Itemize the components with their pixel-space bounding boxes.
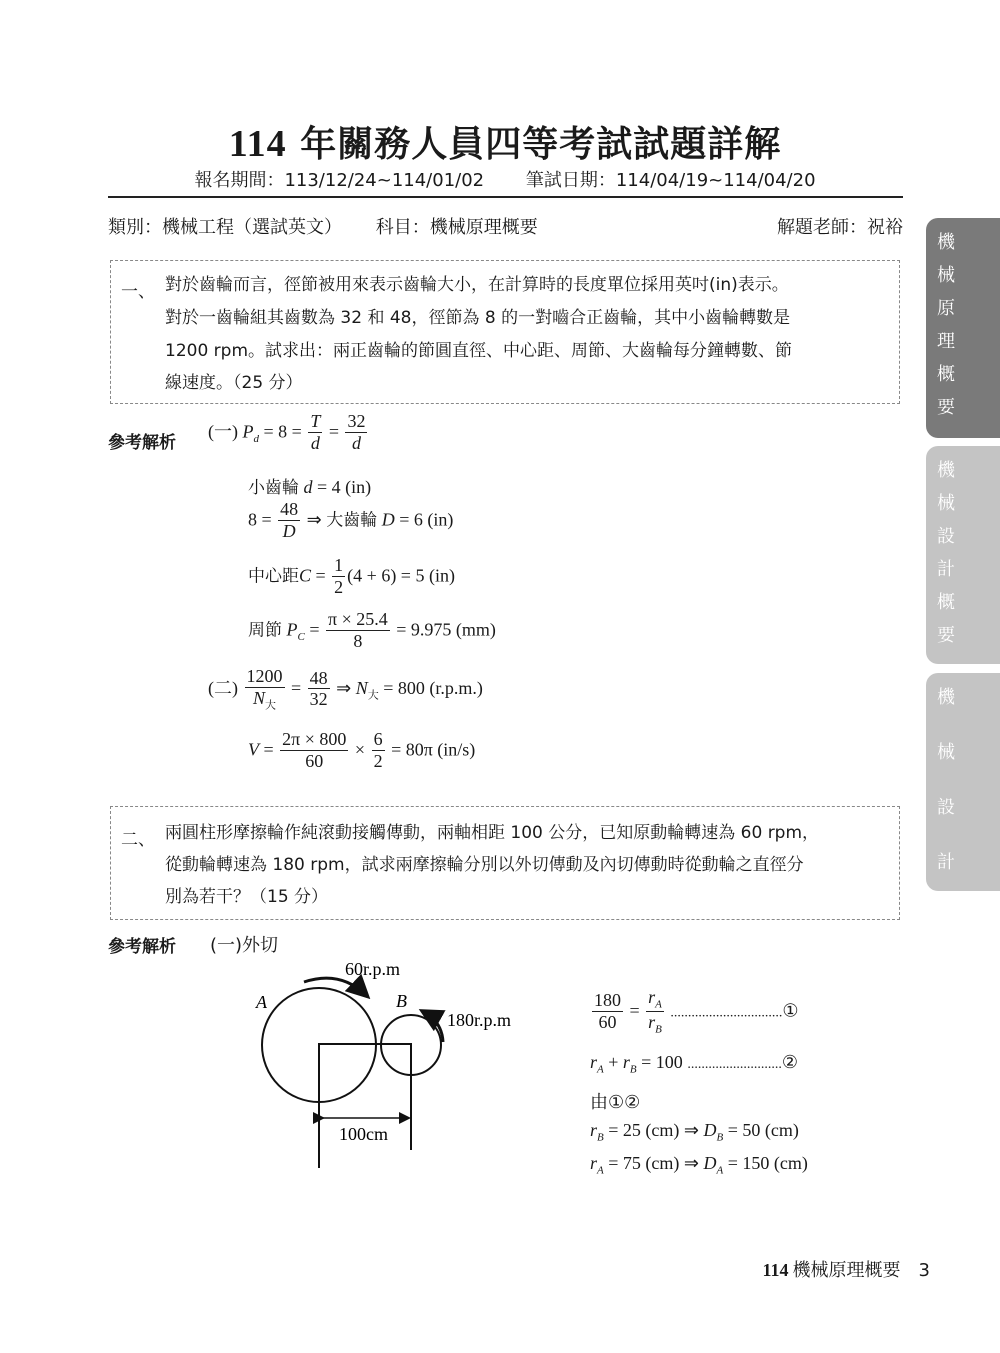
answer-2-eq4 xyxy=(590,1120,799,1144)
eq-text: = 9.975 (mm) xyxy=(391,619,496,640)
label-b: B xyxy=(396,991,407,1011)
fraction xyxy=(332,556,345,598)
eq-zh: 小齒輪 xyxy=(248,478,299,498)
question-1-line: 對於齒輪而言，徑節被用來表示齒輪大小，在計算時的長度單位採用英吋(in)表示。 xyxy=(165,275,789,295)
var: r xyxy=(648,987,656,1007)
fraction xyxy=(308,669,330,711)
denominator: 60 xyxy=(598,1011,617,1032)
denominator: 8 xyxy=(353,630,363,651)
distance-label: 100cm xyxy=(339,1124,388,1144)
numerator: 1200 xyxy=(246,666,283,686)
numerator xyxy=(646,988,664,1012)
sub: A xyxy=(597,1164,604,1177)
leader-dots: ................................ xyxy=(670,1005,783,1021)
var: r xyxy=(648,1011,656,1032)
denominator: 60 xyxy=(305,750,324,771)
eq-zh: 大齒輪 xyxy=(326,510,378,531)
var: r xyxy=(590,1153,598,1173)
eq-text: = 8 = xyxy=(259,421,307,442)
var: r xyxy=(590,1052,598,1072)
answer-2-eq5 xyxy=(590,1153,808,1177)
eq-text: = 25 (cm) xyxy=(603,1120,680,1140)
fraction xyxy=(308,412,322,454)
sub: B xyxy=(716,1131,724,1144)
answer-2-eq1 xyxy=(590,988,799,1036)
numerator: 1 xyxy=(334,555,344,575)
var: N xyxy=(355,677,368,698)
footer-subject: 機械原理概要 xyxy=(792,1260,901,1281)
var: D xyxy=(703,1120,717,1140)
answer-2-part1: (一)外切 xyxy=(210,935,279,956)
sub: 大 xyxy=(265,699,276,712)
answer-1-eq1 xyxy=(208,412,369,454)
side-tab-char: 設 xyxy=(937,797,955,818)
page-number: 3 xyxy=(918,1260,930,1281)
eq-text: × xyxy=(350,739,370,760)
eq-text: = xyxy=(304,619,324,640)
side-tab-char: 要 xyxy=(937,625,955,646)
sub: A xyxy=(597,1063,604,1076)
eq-text: 8 = xyxy=(248,509,277,530)
var: V xyxy=(248,739,259,760)
equation-marker: ① xyxy=(782,1000,799,1021)
sub: A xyxy=(716,1164,724,1177)
answer-1-label: 參考解析 xyxy=(108,433,176,453)
numerator: 32 xyxy=(347,411,366,431)
denominator: D xyxy=(282,520,296,541)
sub: B xyxy=(629,1063,637,1076)
sub: B xyxy=(655,1023,662,1036)
denominator xyxy=(646,1012,664,1037)
page-title xyxy=(0,116,1000,167)
eq-text: = xyxy=(625,1000,645,1021)
eq-text: = 800 (r.p.m.) xyxy=(378,677,483,698)
answer-2-eq3: 由①② xyxy=(590,1092,641,1113)
var: C xyxy=(299,565,312,586)
leader-dots: ........................... xyxy=(687,1057,782,1072)
side-tab-char: 原 xyxy=(937,298,955,319)
numerator: 48 xyxy=(309,667,328,688)
numerator: 6 xyxy=(373,729,383,749)
fraction xyxy=(278,500,300,542)
eq-text: (4 + 6) = 5 (in) xyxy=(347,565,455,586)
side-tab-machine-design[interactable] xyxy=(926,673,1000,891)
eq-text: = 4 (in) xyxy=(312,477,372,497)
side-tab-char: 機 xyxy=(937,687,955,708)
eq-text: = 6 (in) xyxy=(394,509,454,530)
eq-text: = xyxy=(324,421,344,442)
header-divider xyxy=(108,196,903,198)
subject: 科目：機械原理概要 xyxy=(375,217,538,238)
side-tab-char: 設 xyxy=(937,526,955,547)
answer-1-eq3 xyxy=(248,500,453,542)
question-2-box xyxy=(110,806,900,920)
arrow: ⇒ xyxy=(679,1153,704,1173)
eq-text: = 150 (cm) xyxy=(723,1153,808,1173)
var: P xyxy=(286,619,298,640)
side-tab-char: 概 xyxy=(937,592,955,613)
exam-date: 筆試日期：114/04/19~114/04/20 xyxy=(525,170,816,191)
answer-1-eq6 xyxy=(208,667,483,713)
side-tab-char: 機 xyxy=(937,232,955,253)
footer-year: 114 xyxy=(762,1260,789,1280)
denominator: d xyxy=(310,432,320,453)
var: r xyxy=(590,1120,598,1140)
arrow: ⇒ xyxy=(331,677,356,698)
rotation-arrow-a xyxy=(304,978,366,995)
answer-2-eq2 xyxy=(590,1052,798,1076)
var: d xyxy=(303,477,313,497)
denominator: 32 xyxy=(309,689,328,710)
eq-text: = 75 (cm) xyxy=(603,1153,680,1173)
question-1-box xyxy=(110,260,900,404)
category: 類別：機械工程（選試英文） xyxy=(108,217,342,238)
side-tab-mechanism-principles[interactable] xyxy=(926,218,1000,438)
part-1-marker: (一) xyxy=(208,421,238,442)
sub: C xyxy=(297,630,305,643)
title-year: 114 xyxy=(228,123,287,165)
eq-text: = 100 xyxy=(636,1052,683,1072)
denominator: 2 xyxy=(373,750,383,771)
side-tab-char: 計 xyxy=(937,559,955,580)
var: N xyxy=(252,687,265,708)
question-1-line: 線速度。（25 分） xyxy=(165,373,303,393)
eq-text: = 50 (cm) xyxy=(723,1120,799,1140)
numerator: 48 xyxy=(280,499,299,519)
answer-1-eq5 xyxy=(248,610,496,652)
arrow: ⇒ xyxy=(679,1120,704,1140)
denominator: d xyxy=(351,432,361,453)
answer-1-eq4 xyxy=(248,556,455,598)
fraction xyxy=(345,412,367,454)
eq-text: = 80π (in/s) xyxy=(386,739,476,760)
sub-d: d xyxy=(253,432,259,445)
fraction xyxy=(245,667,285,713)
var-p: P xyxy=(242,421,254,442)
sub: 大 xyxy=(367,689,379,702)
friction-wheel-diagram xyxy=(240,950,540,1180)
numerator: T xyxy=(310,411,321,431)
arrow: ⇒ xyxy=(302,509,327,530)
eq-text: = xyxy=(259,739,279,760)
eq-text: = xyxy=(311,565,331,586)
fraction xyxy=(326,610,390,652)
denominator xyxy=(245,688,285,713)
fraction xyxy=(646,988,664,1036)
var: r xyxy=(622,1052,630,1072)
eq-zh: 周節 xyxy=(248,620,282,641)
numerator: 180 xyxy=(594,990,621,1011)
side-tab-char: 械 xyxy=(937,265,955,286)
question-2-number: 二、 xyxy=(121,830,155,850)
side-tab-char: 械 xyxy=(937,493,955,514)
center-lines xyxy=(319,1044,411,1168)
sub: A xyxy=(655,998,662,1011)
answer-1-eq2 xyxy=(248,473,371,498)
side-tab-machine-design-outline[interactable] xyxy=(926,446,1000,664)
question-2-line: 兩圓柱形摩擦輪作純滾動接觸傳動，兩軸相距 100 公分，已知原動輪轉速為 60 rpm， xyxy=(165,823,820,843)
part-2-marker: (二) xyxy=(208,677,238,698)
registration-period: 報名期間：113/12/24~114/01/02 xyxy=(194,170,485,191)
numerator: 2π × 800 xyxy=(282,729,347,749)
side-tab-char: 要 xyxy=(937,397,955,418)
eq-text: = xyxy=(286,677,306,698)
var: D xyxy=(703,1153,717,1173)
answer-2-label: 參考解析 xyxy=(108,937,176,957)
exam-meta xyxy=(108,213,566,239)
denominator: 2 xyxy=(334,576,344,597)
speed-b: 180r.p.m xyxy=(447,1010,512,1030)
question-2-line: 別為若干？（15 分） xyxy=(165,887,329,907)
eq-zh: 中心距 xyxy=(248,566,299,587)
question-1-number: 一、 xyxy=(121,282,155,302)
question-2-line: 從動輪轉速為 180 rpm，試求兩摩擦輪分別以外切傳動及內切傳動時從動輪之直徑分 xyxy=(165,855,804,875)
side-tab-char: 機 xyxy=(937,460,955,481)
answer-1-eq7 xyxy=(248,730,475,772)
question-1-line: 對於一齒輪組其齒數為 32 和 48，徑節為 8 的一對嚙合正齒輪，其中小齒輪轉數是 xyxy=(165,308,791,328)
fraction xyxy=(372,730,385,772)
speed-a: 60r.p.m xyxy=(345,959,401,979)
question-1-line: 1200 rpm。試求出：兩正齒輪的節圓直徑、中心距、周節、大齒輪每分鐘轉數、節 xyxy=(165,341,793,361)
side-tab-char: 計 xyxy=(937,852,955,873)
numerator: π × 25.4 xyxy=(328,609,388,629)
page-footer xyxy=(763,1256,930,1282)
equation-marker: ② xyxy=(781,1052,798,1072)
title-text: 年關務人員四等考試試題詳解 xyxy=(300,123,782,165)
exam-dates xyxy=(0,166,1000,192)
label-a: A xyxy=(256,992,267,1012)
fraction xyxy=(592,991,623,1033)
var: D xyxy=(381,509,395,530)
eq-text: + xyxy=(603,1052,623,1072)
teacher: 解題老師：祝裕 xyxy=(777,217,903,238)
side-tab-char: 械 xyxy=(937,742,955,763)
side-tab-char: 理 xyxy=(937,331,955,352)
side-tab-char: 概 xyxy=(937,364,955,385)
fraction xyxy=(280,730,348,772)
sub: B xyxy=(597,1131,604,1144)
